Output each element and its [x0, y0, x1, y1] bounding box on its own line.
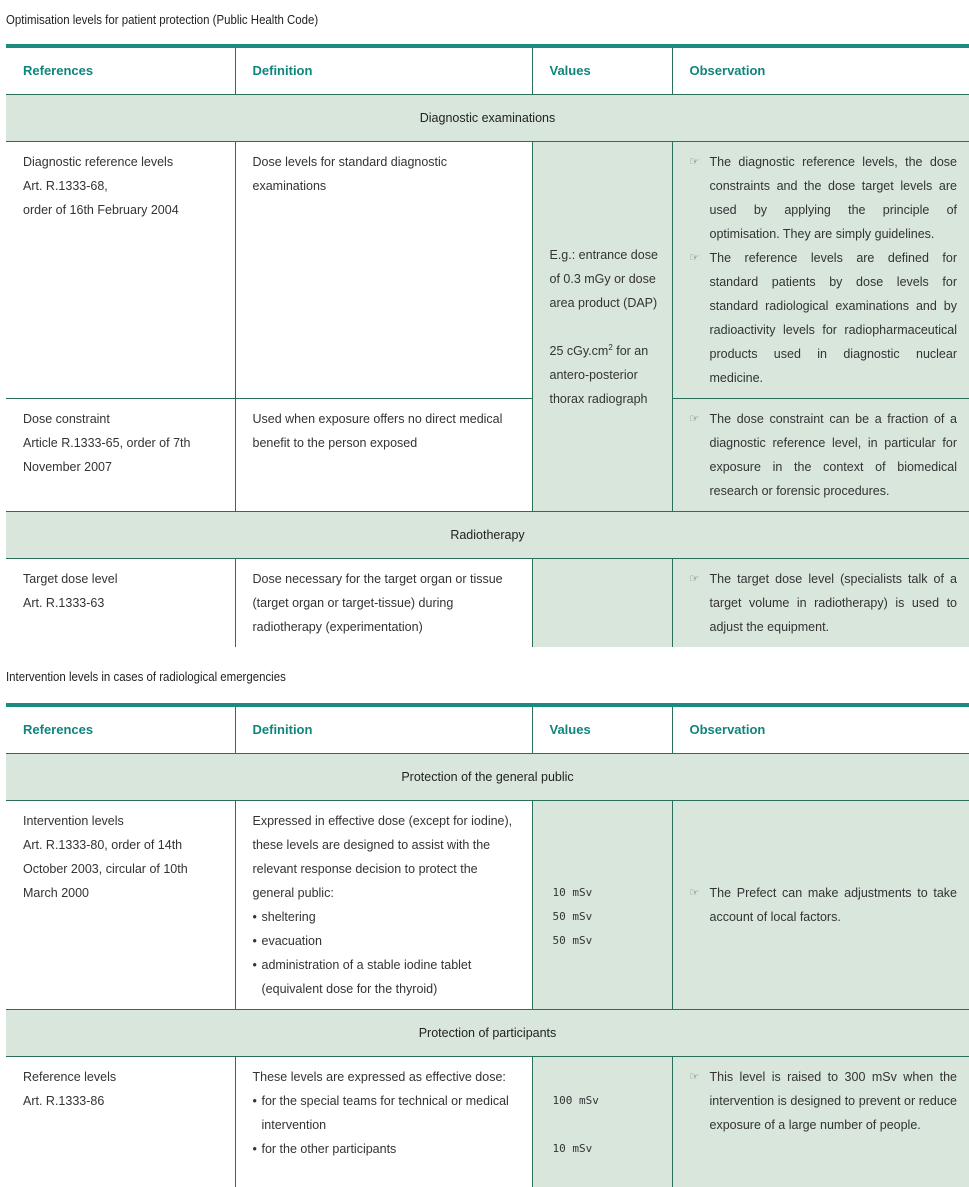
values-example-text: E.g.: entrance dose of 0.3 mGy or dose area product (DAP) — [549, 247, 658, 310]
header-definition: Definition — [235, 46, 532, 95]
observation-item: ☞ The target dose level (specialists talk of a target volume in radiotherapy) is used to adjust the equipment. — [690, 567, 958, 639]
pointing-hand-icon: ☞ — [689, 252, 700, 264]
observation-item: ☞ The diagnostic reference levels, the dose constraints and the dose target levels are used by applying the principle of optimisation. They are simply guidelines. — [690, 150, 958, 246]
values-cell — [532, 559, 672, 648]
section-row — [6, 512, 969, 559]
section-participants: Protection of participants — [6, 1010, 969, 1057]
definition-bullets — [253, 905, 520, 1001]
list-item: • sheltering — [253, 905, 520, 929]
value-evacuation: 50 mSv — [552, 910, 593, 923]
section-diagnostic-examinations: Diagnostic examinations — [6, 95, 969, 142]
definition-intro: These levels are expressed as effective dose: — [252, 1070, 506, 1084]
pointing-hand-icon: ☞ — [689, 573, 700, 585]
ref-article: Art. R.1333-63 — [23, 596, 105, 610]
table-row — [6, 801, 969, 1010]
value-special-teams: 100 mSv — [552, 1094, 599, 1107]
table-row — [6, 1057, 969, 1187]
header-references: References — [6, 46, 235, 95]
observation-cell — [672, 559, 969, 648]
ref-cell — [6, 801, 235, 1010]
table2-title: Intervention levels in cases of radiological emergencies — [6, 669, 286, 684]
value-iodine: 50 mSv — [552, 934, 593, 947]
value-sheltering: 10 mSv — [552, 886, 593, 899]
ref-name: Dose constraint — [23, 412, 110, 426]
header-observation: Observation — [672, 46, 969, 95]
table-header-row — [6, 46, 969, 95]
observation-cell — [672, 399, 969, 512]
definition-cell — [235, 1057, 532, 1187]
ref-cell — [6, 142, 235, 399]
ref-order: order of 16th February 2004 — [23, 203, 179, 217]
ref-article: Art. R.1333-68, — [23, 179, 108, 193]
table-row — [6, 142, 969, 399]
list-item: • administration of a stable iodine tablet (equivalent dose for the thyroid) — [253, 953, 520, 1001]
header-values: Values — [532, 46, 672, 95]
values-cell — [532, 142, 672, 512]
observation-item: ☞ The reference levels are defined for standard patients by dose levels for standard radiological examinations and by radioactivity levels for radiopharmaceutical products used in diagnostic nuclear medicine. — [690, 246, 958, 390]
pointing-hand-icon: ☞ — [689, 1071, 700, 1083]
values-cell — [532, 1057, 672, 1187]
values-cell — [532, 801, 672, 1010]
observation-item: ☞ The Prefect can make adjustments to take account of local factors. — [690, 881, 958, 929]
ref-article: Art. R.1333-86 — [23, 1094, 105, 1108]
observation-cell — [672, 1057, 969, 1187]
pointing-hand-icon: ☞ — [689, 156, 700, 168]
section-radiotherapy: Radiotherapy — [6, 512, 969, 559]
ref-name: Reference levels — [23, 1070, 117, 1084]
definition-cell: Dose necessary for the target organ or tissue (target organ or target-tissue) during radiotherapy (experimentation) — [235, 559, 532, 648]
definition-intro: Expressed in effective dose (except for iodine), these levels are designed to assist with the relevant response decision to protect the general public: — [252, 814, 513, 900]
header-references: References — [6, 705, 235, 754]
list-item: • for the special teams for technical or medical intervention — [253, 1089, 520, 1137]
header-observation: Observation — [672, 705, 969, 754]
ref-name: Diagnostic reference levels — [23, 155, 174, 169]
list-item: • for the other participants — [253, 1137, 520, 1161]
ref-cell — [6, 1057, 235, 1187]
section-row — [6, 1010, 969, 1057]
values-dap-text: 25 $cGy.cm^2$ for an antero-posterior thorax radiograph — [549, 342, 649, 406]
section-row — [6, 95, 969, 142]
ref-name: Intervention levels — [23, 814, 124, 828]
section-row — [6, 754, 969, 801]
header-definition: Definition — [235, 705, 532, 754]
table1-title: Optimisation levels for patient protection (Public Health Code) — [6, 12, 319, 27]
observation-cell — [672, 801, 969, 1010]
header-values: Values — [532, 705, 672, 754]
definition-cell — [235, 801, 532, 1010]
ref-article: Article R.1333-65, order of 7th November 2007 — [23, 436, 191, 474]
optimisation-levels-table — [6, 44, 969, 647]
table-header-row — [6, 705, 969, 754]
observation-cell — [672, 142, 969, 399]
section-general-public: Protection of the general public — [6, 754, 969, 801]
observation-item: ☞ The dose constraint can be a fraction of a diagnostic reference level, in particular for exposure in the context of biomedical research or forensic procedures. — [690, 407, 958, 503]
definition-cell: Dose levels for standard diagnostic examinations — [235, 142, 532, 399]
ref-article: Art. R.1333-80, order of 14th October 2003, circular of 10th March 2000 — [23, 838, 188, 900]
ref-name: Target dose level — [23, 572, 118, 586]
pointing-hand-icon: ☞ — [689, 413, 700, 425]
definition-bullets — [253, 1089, 520, 1161]
table-row — [6, 399, 969, 512]
value-other-participants: 10 mSv — [552, 1142, 593, 1155]
definition-cell: Used when exposure offers no direct medical benefit to the person exposed — [235, 399, 532, 512]
observation-item: ☞ This level is raised to 300 mSv when the intervention is designed to prevent or reduce exposure of a large number of people. — [690, 1065, 958, 1137]
intervention-levels-table — [6, 703, 969, 1187]
ref-cell — [6, 559, 235, 648]
pointing-hand-icon: ☞ — [689, 887, 700, 899]
list-item: • evacuation — [253, 929, 520, 953]
ref-cell — [6, 399, 235, 512]
table-row — [6, 559, 969, 648]
